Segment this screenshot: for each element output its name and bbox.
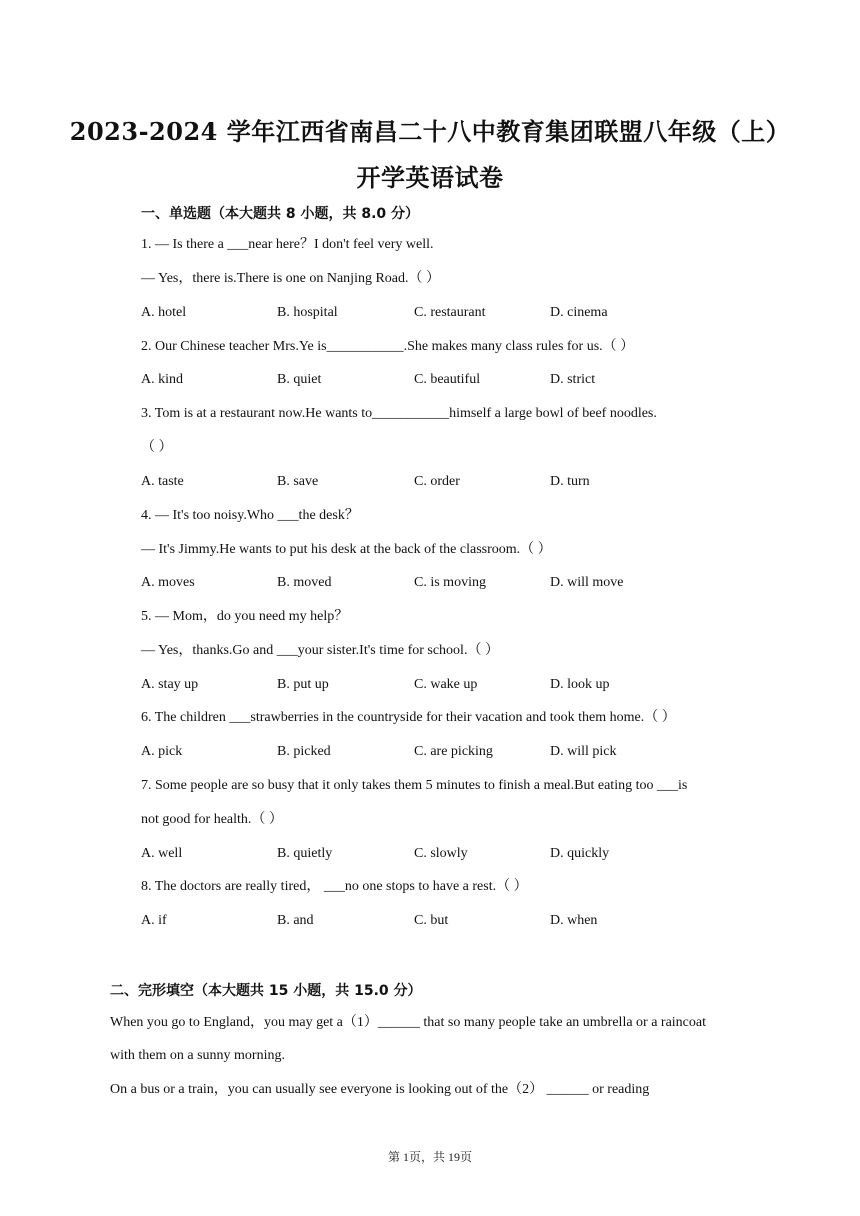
exam-title: 2023-2024 学年江西省南昌二十八中教育集团联盟八年级（上） <box>69 117 791 146</box>
option-d[interactable]: D. look up <box>550 677 610 692</box>
option-c[interactable]: C. but <box>414 913 449 928</box>
section-1-heading: 一、单选题（本大题共 8 小题，共 8.0 分） <box>141 206 420 222</box>
option-d[interactable]: D. cinema <box>550 305 608 320</box>
option-d[interactable]: D. will move <box>550 575 624 590</box>
question-8-options <box>141 911 761 931</box>
option-a[interactable]: A. taste <box>141 474 184 489</box>
question-3-line-2: （ ） <box>141 440 173 455</box>
option-a[interactable]: A. if <box>141 913 167 928</box>
question-6-line-1: 6. The children ___strawberries in the countryside for their vacation and took them home.（ ） <box>141 710 676 725</box>
question-4-line-1: 4. — It's too noisy.Who ___the desk？ <box>141 508 359 523</box>
question-7-line-1: 7. Some people are so busy that it only takes them 5 minutes to finish a meal.But eating too ___is <box>141 778 688 793</box>
question-7-options <box>141 844 761 864</box>
cloze-paragraph-line-3: On a bus or a train，you can usually see everyone is looking out of the（2） ______ or reading <box>110 1082 650 1097</box>
option-b[interactable]: B. save <box>277 474 319 489</box>
cloze-paragraph-line-1: When you go to England，you may get a（1）______ that so many people take an umbrella or a raincoat <box>110 1015 707 1030</box>
question-1-options <box>141 303 761 323</box>
question-5-options <box>141 675 761 695</box>
question-3-line-1: 3. Tom is at a restaurant now.He wants to___________himself a large bowl of beef noodles. <box>141 406 657 421</box>
option-c[interactable]: C. wake up <box>414 677 478 692</box>
option-c[interactable]: C. slowly <box>414 846 468 861</box>
question-7-line-2: not good for health.（ ） <box>141 812 283 827</box>
option-c[interactable]: C. restaurant <box>414 305 486 320</box>
question-1-line-1: 1. — Is there a ___near here？I don't feel very well. <box>141 237 434 252</box>
question-1-line-2: — Yes，there is.There is one on Nanjing Road.（ ） <box>141 271 441 286</box>
section-2-heading: 二、完形填空（本大题共 15 小题，共 15.0 分） <box>110 983 422 999</box>
cloze-paragraph-line-2: with them on a sunny morning. <box>110 1048 285 1063</box>
option-c[interactable]: C. are picking <box>414 744 493 759</box>
page-number-footer: 第 1页，共 19页 <box>387 1150 472 1164</box>
question-3-options <box>141 472 761 492</box>
question-8-line-1: 8. The doctors are really tired， ___no one stops to have a rest.（ ） <box>141 879 528 894</box>
option-d[interactable]: D. will pick <box>550 744 617 759</box>
option-b[interactable]: B. and <box>277 913 314 928</box>
question-5-line-2: — Yes，thanks.Go and ___your sister.It's time for school.（ ） <box>141 643 499 658</box>
question-4-line-2: — It's Jimmy.He wants to put his desk at the back of the classroom.（ ） <box>141 542 552 557</box>
question-2-line-1: 2. Our Chinese teacher Mrs.Ye is___________.She makes many class rules for us.（ ） <box>141 339 635 354</box>
option-a[interactable]: A. pick <box>141 744 183 759</box>
question-5-line-1: 5. — Mom，do you need my help？ <box>141 609 349 624</box>
option-c[interactable]: C. is moving <box>414 575 486 590</box>
option-b[interactable]: B. hospital <box>277 305 338 320</box>
option-a[interactable]: A. kind <box>141 372 183 387</box>
option-a[interactable]: A. well <box>141 846 183 861</box>
option-d[interactable]: D. strict <box>550 372 596 387</box>
option-b[interactable]: B. quiet <box>277 372 322 387</box>
option-a[interactable]: A. stay up <box>141 677 199 692</box>
question-6-options <box>141 742 761 762</box>
option-c[interactable]: C. beautiful <box>414 372 481 387</box>
question-2-options <box>141 370 761 390</box>
option-d[interactable]: D. when <box>550 913 598 928</box>
option-b[interactable]: B. moved <box>277 575 332 590</box>
option-b[interactable]: B. put up <box>277 677 329 692</box>
option-a[interactable]: A. hotel <box>141 305 187 320</box>
exam-subtitle: 开学英语试卷 <box>356 163 504 192</box>
option-c[interactable]: C. order <box>414 474 460 489</box>
option-d[interactable]: D. turn <box>550 474 590 489</box>
option-a[interactable]: A. moves <box>141 575 195 590</box>
option-d[interactable]: D. quickly <box>550 846 610 861</box>
question-4-options <box>141 573 761 593</box>
option-b[interactable]: B. quietly <box>277 846 333 861</box>
option-b[interactable]: B. picked <box>277 744 331 759</box>
